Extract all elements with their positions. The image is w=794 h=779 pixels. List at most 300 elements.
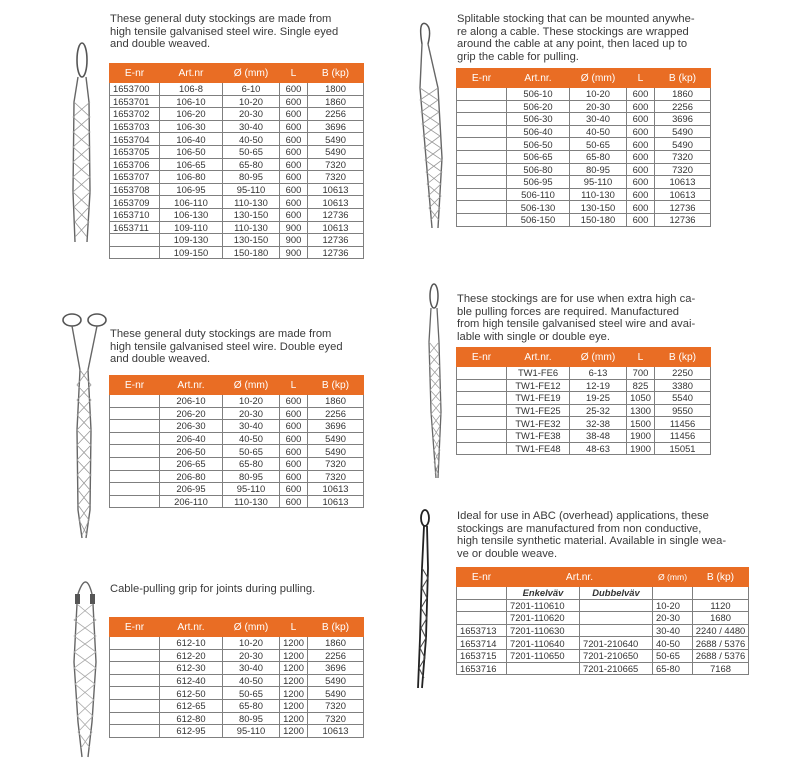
splitable-stocking-image <box>408 18 450 233</box>
table-cell: 150-180 <box>223 246 280 259</box>
table-cell: 1653708 <box>110 183 160 196</box>
table-cell: 612-30 <box>160 662 223 675</box>
table-cell: 1200 <box>280 725 308 738</box>
table-cell: 600 <box>627 163 655 176</box>
table-cell: 50-65 <box>570 138 627 151</box>
table-cell: 5490 <box>308 674 364 687</box>
column-header: B (kp) <box>655 69 711 88</box>
column-header: Ø (mm) <box>223 376 280 395</box>
table-cell: 206-110 <box>160 495 223 508</box>
table-row <box>457 138 711 151</box>
table-cell: 600 <box>627 213 655 226</box>
table-cell: 2256 <box>308 649 364 662</box>
table-cell <box>110 420 160 433</box>
column-header: Art.nr <box>160 64 223 83</box>
table-cell: 7320 <box>655 150 711 163</box>
table-cell: 612-40 <box>160 674 223 687</box>
table-cell: 506-95 <box>507 176 570 189</box>
table-row <box>110 83 364 96</box>
table-cell <box>457 201 507 214</box>
table-cell: 206-50 <box>160 445 223 458</box>
table-row <box>457 176 711 189</box>
table-cell: 1500 <box>627 417 655 430</box>
table-cell: 206-65 <box>160 457 223 470</box>
table-cell: 600 <box>627 150 655 163</box>
table-cell: 1200 <box>280 712 308 725</box>
table-row <box>110 674 364 687</box>
table-cell: 1653702 <box>110 108 160 121</box>
table-cell: 5490 <box>308 687 364 700</box>
table-cell: 12736 <box>308 234 364 247</box>
column-header: E-nr <box>110 64 160 83</box>
table-header-row <box>110 376 364 395</box>
table-cell: 130-150 <box>223 208 280 221</box>
table-header-row <box>110 64 364 83</box>
table-cell: 12736 <box>655 201 711 214</box>
table-cell: 10613 <box>308 725 364 738</box>
table-cell <box>457 379 507 392</box>
table-cell <box>110 457 160 470</box>
table-cell: 50-65 <box>223 145 280 158</box>
table-cell: 900 <box>280 221 308 234</box>
table-cell: 11456 <box>655 417 711 430</box>
table-cell: 600 <box>280 108 308 121</box>
table-cell: 600 <box>280 457 308 470</box>
table-cell: 106-95 <box>160 183 223 196</box>
table-row <box>110 483 364 496</box>
table-cell <box>457 150 507 163</box>
table-cell: 600 <box>280 171 308 184</box>
table-cell: 110-130 <box>223 221 280 234</box>
table-cell: 600 <box>280 407 308 420</box>
table-row <box>110 145 364 158</box>
table-cell: 1200 <box>280 662 308 675</box>
table-row <box>457 113 711 126</box>
table-row <box>110 420 364 433</box>
table-cell: 600 <box>280 196 308 209</box>
table-cell <box>110 712 160 725</box>
table-cell: 109-150 <box>160 246 223 259</box>
table-header-row <box>457 568 749 587</box>
table-cell: 506-40 <box>507 125 570 138</box>
table-cell: 80-95 <box>570 163 627 176</box>
table-cell: 106-110 <box>160 196 223 209</box>
table-cell: 11456 <box>655 429 711 442</box>
table-cell <box>580 612 653 625</box>
column-header: B (kp) <box>693 568 749 587</box>
table-cell: 2256 <box>308 407 364 420</box>
table-cell: 1200 <box>280 674 308 687</box>
table-cell: 5490 <box>308 133 364 146</box>
table-cell <box>507 662 580 675</box>
table-cell: 1653710 <box>110 208 160 221</box>
table-cell: 506-65 <box>507 150 570 163</box>
table-cell: 48-63 <box>570 442 627 455</box>
table-cell: 600 <box>280 495 308 508</box>
high-force-table <box>456 347 711 455</box>
table-cell: 825 <box>627 379 655 392</box>
column-header: Art.nr. <box>160 618 223 637</box>
table-cell: 20-30 <box>223 108 280 121</box>
table-cell: 206-20 <box>160 407 223 420</box>
table-row <box>457 404 711 417</box>
table-cell <box>110 687 160 700</box>
table-cell: 20-30 <box>223 407 280 420</box>
double-eyed-stocking-image <box>60 310 110 540</box>
table-cell: 7320 <box>308 158 364 171</box>
table-cell: 7320 <box>308 712 364 725</box>
column-header: Ø (mm) <box>223 618 280 637</box>
column-header: B (kp) <box>655 348 711 367</box>
table-cell: 3696 <box>308 420 364 433</box>
table-cell: 106-50 <box>160 145 223 158</box>
table-cell: 600 <box>627 125 655 138</box>
column-header: L <box>280 376 308 395</box>
table-row <box>110 158 364 171</box>
high-force-stocking-image <box>420 282 450 482</box>
table-cell <box>110 674 160 687</box>
table-cell: 30-40 <box>223 420 280 433</box>
table-cell: 106-65 <box>160 158 223 171</box>
table-cell: 106-130 <box>160 208 223 221</box>
column-header: Art.nr. <box>160 376 223 395</box>
table-cell: 110-130 <box>570 188 627 201</box>
table-cell: 1200 <box>280 649 308 662</box>
table-row <box>457 649 749 662</box>
table-cell: 10-20 <box>653 599 693 612</box>
table-cell: 600 <box>627 138 655 151</box>
table-row <box>110 407 364 420</box>
table-cell <box>457 113 507 126</box>
table-cell: 7168 <box>693 662 749 675</box>
table-cell: 38-48 <box>570 429 627 442</box>
table-cell: 7320 <box>308 171 364 184</box>
table-row <box>457 367 711 380</box>
table-cell: 106-30 <box>160 120 223 133</box>
table-cell: 600 <box>627 100 655 113</box>
table-cell: 600 <box>280 432 308 445</box>
table-row <box>110 95 364 108</box>
column-header: E-nr <box>457 69 507 88</box>
table-cell: 130-150 <box>570 201 627 214</box>
splitable-table <box>456 68 711 227</box>
subheader-enkelvav: Enkelväv <box>507 587 580 600</box>
table-cell: 65-80 <box>223 699 280 712</box>
table-cell <box>580 599 653 612</box>
table-cell: 1680 <box>693 612 749 625</box>
single-eyed-table <box>109 63 364 259</box>
table-row <box>110 246 364 259</box>
table-cell: 5490 <box>308 432 364 445</box>
table-row <box>457 150 711 163</box>
table-cell <box>457 429 507 442</box>
table-cell: 206-30 <box>160 420 223 433</box>
column-header: Ø (mm) <box>223 64 280 83</box>
table-cell: 600 <box>627 201 655 214</box>
table-cell: 3696 <box>655 113 711 126</box>
table-cell: 1653705 <box>110 145 160 158</box>
column-header: E-nr <box>110 618 160 637</box>
table-cell: TW1-FE32 <box>507 417 570 430</box>
table-cell: 612-20 <box>160 649 223 662</box>
table-cell: 1200 <box>280 687 308 700</box>
table-row <box>457 100 711 113</box>
table-cell <box>457 138 507 151</box>
table-row <box>110 432 364 445</box>
table-row <box>110 699 364 712</box>
table-row <box>110 108 364 121</box>
table-cell: 40-50 <box>223 674 280 687</box>
table-cell: 80-95 <box>223 712 280 725</box>
column-header: Ø (mm) <box>570 348 627 367</box>
table-row <box>110 687 364 700</box>
table-cell <box>457 100 507 113</box>
table-cell <box>110 432 160 445</box>
table-cell: 1200 <box>280 637 308 650</box>
table-cell: 900 <box>280 246 308 259</box>
table-row <box>457 637 749 650</box>
table-row <box>457 429 711 442</box>
table-cell: 612-10 <box>160 637 223 650</box>
single-eyed-stocking-image <box>64 42 104 252</box>
table-cell: 1120 <box>693 599 749 612</box>
table-row <box>457 392 711 405</box>
table-cell: 600 <box>280 133 308 146</box>
table-cell: 7201-210650 <box>580 649 653 662</box>
column-header: E-nr <box>457 568 507 587</box>
abc-table <box>456 567 749 675</box>
table-cell <box>457 213 507 226</box>
table-cell: 2688 / 5376 <box>693 637 749 650</box>
table-cell: 5490 <box>655 125 711 138</box>
table-cell: 7320 <box>308 457 364 470</box>
table-cell: TW1-FE48 <box>507 442 570 455</box>
column-header: Art.nr. <box>507 568 653 587</box>
table-cell: 7201-210665 <box>580 662 653 675</box>
table-cell: 2256 <box>655 100 711 113</box>
column-header: Art.nr. <box>507 348 570 367</box>
table-cell <box>653 587 693 600</box>
table-cell: 106-20 <box>160 108 223 121</box>
table-cell: 600 <box>280 83 308 96</box>
section-high-force-description: These stockings are for use when extra high ca- ble pulling forces are required. Manufactured from high tensile galvanised steel wire and avai- lable with single or double eye. <box>457 293 696 343</box>
table-cell: 600 <box>627 188 655 201</box>
table-cell: TW1-FE38 <box>507 429 570 442</box>
column-header: L <box>627 348 655 367</box>
table-cell: 506-30 <box>507 113 570 126</box>
table-row <box>110 470 364 483</box>
table-cell: 40-50 <box>223 432 280 445</box>
table-cell: 30-40 <box>223 662 280 675</box>
table-cell: 106-80 <box>160 171 223 184</box>
table-row <box>457 88 711 101</box>
table-cell: 7201-210640 <box>580 637 653 650</box>
table-cell: 7201-110630 <box>507 624 580 637</box>
table-cell: 3696 <box>308 662 364 675</box>
table-cell: 506-80 <box>507 163 570 176</box>
table-cell <box>457 392 507 405</box>
table-cell <box>110 395 160 408</box>
table-row <box>110 457 364 470</box>
table-cell: 1653709 <box>110 196 160 209</box>
table-cell <box>457 404 507 417</box>
table-cell: 1653703 <box>110 120 160 133</box>
table-cell: 1900 <box>627 442 655 455</box>
table-cell <box>457 163 507 176</box>
table-cell: 206-95 <box>160 483 223 496</box>
table-cell: 1900 <box>627 429 655 442</box>
table-cell: 1653701 <box>110 95 160 108</box>
table-cell: 40-50 <box>223 133 280 146</box>
table-cell: 10613 <box>308 495 364 508</box>
table-cell: 65-80 <box>223 158 280 171</box>
table-cell: 5540 <box>655 392 711 405</box>
table-cell: 7201-110610 <box>507 599 580 612</box>
section-single-eyed-description: These general duty stockings are made from high tensile galvanised steel wire. Single eyed and double weaved. <box>110 13 339 51</box>
table-row <box>457 163 711 176</box>
table-cell <box>110 662 160 675</box>
table-cell: 95-110 <box>570 176 627 189</box>
table-row <box>110 725 364 738</box>
column-header: Ø (mm) <box>570 69 627 88</box>
table-cell: TW1-FE12 <box>507 379 570 392</box>
table-cell: 30-40 <box>223 120 280 133</box>
table-cell: 109-110 <box>160 221 223 234</box>
table-cell: 15051 <box>655 442 711 455</box>
table-cell: 7320 <box>308 470 364 483</box>
table-cell: 600 <box>280 145 308 158</box>
column-header: Ø (mm) <box>653 568 693 587</box>
table-cell: 6-13 <box>570 367 627 380</box>
double-eyed-table <box>109 375 364 508</box>
table-cell: 600 <box>280 158 308 171</box>
table-cell: 80-95 <box>223 171 280 184</box>
table-row <box>110 637 364 650</box>
table-row <box>457 599 749 612</box>
table-cell: 1653700 <box>110 83 160 96</box>
table-cell: 109-130 <box>160 234 223 247</box>
table-cell: 10613 <box>655 176 711 189</box>
table-row <box>110 649 364 662</box>
table-cell: 20-30 <box>570 100 627 113</box>
table-cell: 20-30 <box>653 612 693 625</box>
table-header-row <box>110 618 364 637</box>
table-cell: 10-20 <box>570 88 627 101</box>
column-header: B (kp) <box>308 64 364 83</box>
column-header: L <box>280 64 308 83</box>
table-cell: 9550 <box>655 404 711 417</box>
table-cell: 1653716 <box>457 662 507 675</box>
table-header-row <box>457 69 711 88</box>
column-header: L <box>280 618 308 637</box>
table-cell <box>457 599 507 612</box>
table-cell: 600 <box>280 470 308 483</box>
table-cell: 1860 <box>308 95 364 108</box>
table-cell: 612-80 <box>160 712 223 725</box>
table-cell: 12736 <box>655 213 711 226</box>
table-cell: 206-10 <box>160 395 223 408</box>
table-row <box>457 125 711 138</box>
table-cell: 106-40 <box>160 133 223 146</box>
table-cell: 600 <box>280 445 308 458</box>
table-row <box>110 208 364 221</box>
table-row <box>457 417 711 430</box>
table-cell: 19-25 <box>570 392 627 405</box>
table-cell: 130-150 <box>223 234 280 247</box>
table-cell: 1860 <box>655 88 711 101</box>
table-cell: 1653713 <box>457 624 507 637</box>
table-row <box>110 183 364 196</box>
table-cell: 5490 <box>308 445 364 458</box>
table-cell: 7201-110650 <box>507 649 580 662</box>
table-row <box>457 379 711 392</box>
table-cell <box>110 483 160 496</box>
section-joint-grip-description: Cable-pulling grip for joints during pulling. <box>110 583 316 595</box>
table-cell: 506-50 <box>507 138 570 151</box>
table-subheader-row <box>457 587 749 600</box>
table-row <box>457 442 711 455</box>
table-cell: 7320 <box>655 163 711 176</box>
section-double-eyed-description: These general duty stockings are made from high tensile galvanised steel wire. Double eyed and double weaved. <box>110 328 343 366</box>
table-cell: 1653704 <box>110 133 160 146</box>
table-cell: 612-50 <box>160 687 223 700</box>
table-cell: 65-80 <box>223 457 280 470</box>
table-cell: 1800 <box>308 83 364 96</box>
table-cell: 25-32 <box>570 404 627 417</box>
table-cell: 600 <box>280 483 308 496</box>
table-cell: 50-65 <box>223 687 280 700</box>
table-row <box>457 612 749 625</box>
table-cell: 10613 <box>308 196 364 209</box>
joint-grip-table <box>109 617 364 738</box>
table-cell: 600 <box>627 88 655 101</box>
table-cell: 106-8 <box>160 83 223 96</box>
table-row <box>110 196 364 209</box>
column-header: B (kp) <box>308 376 364 395</box>
section-splitable-description: Splitable stocking that can be mounted anywhe- re along a cable. These stockings are wrapped around the cable at any point, then laced up to grip the cable for pulling. <box>457 13 695 63</box>
table-cell: 80-95 <box>223 470 280 483</box>
table-cell: 206-80 <box>160 470 223 483</box>
table-cell <box>110 445 160 458</box>
table-row <box>110 712 364 725</box>
table-cell: 5490 <box>308 145 364 158</box>
column-header: E-nr <box>457 348 507 367</box>
table-cell: 506-20 <box>507 100 570 113</box>
table-row <box>110 221 364 234</box>
table-cell <box>580 624 653 637</box>
table-cell: 2240 / 4480 <box>693 624 749 637</box>
column-header: L <box>627 69 655 88</box>
table-cell: 10613 <box>308 221 364 234</box>
table-cell: 612-95 <box>160 725 223 738</box>
table-cell: 1653715 <box>457 649 507 662</box>
table-cell <box>457 176 507 189</box>
table-cell <box>457 88 507 101</box>
table-cell: 2688 / 5376 <box>693 649 749 662</box>
table-cell: 600 <box>280 395 308 408</box>
table-cell: 1653707 <box>110 171 160 184</box>
table-cell: 10-20 <box>223 95 280 108</box>
table-cell: 2250 <box>655 367 711 380</box>
table-cell <box>110 725 160 738</box>
table-cell: 612-65 <box>160 699 223 712</box>
table-cell: 30-40 <box>653 624 693 637</box>
table-cell: 12736 <box>308 246 364 259</box>
table-cell: 506-130 <box>507 201 570 214</box>
table-cell <box>693 587 749 600</box>
table-cell: 40-50 <box>570 125 627 138</box>
table-cell: 50-65 <box>223 445 280 458</box>
